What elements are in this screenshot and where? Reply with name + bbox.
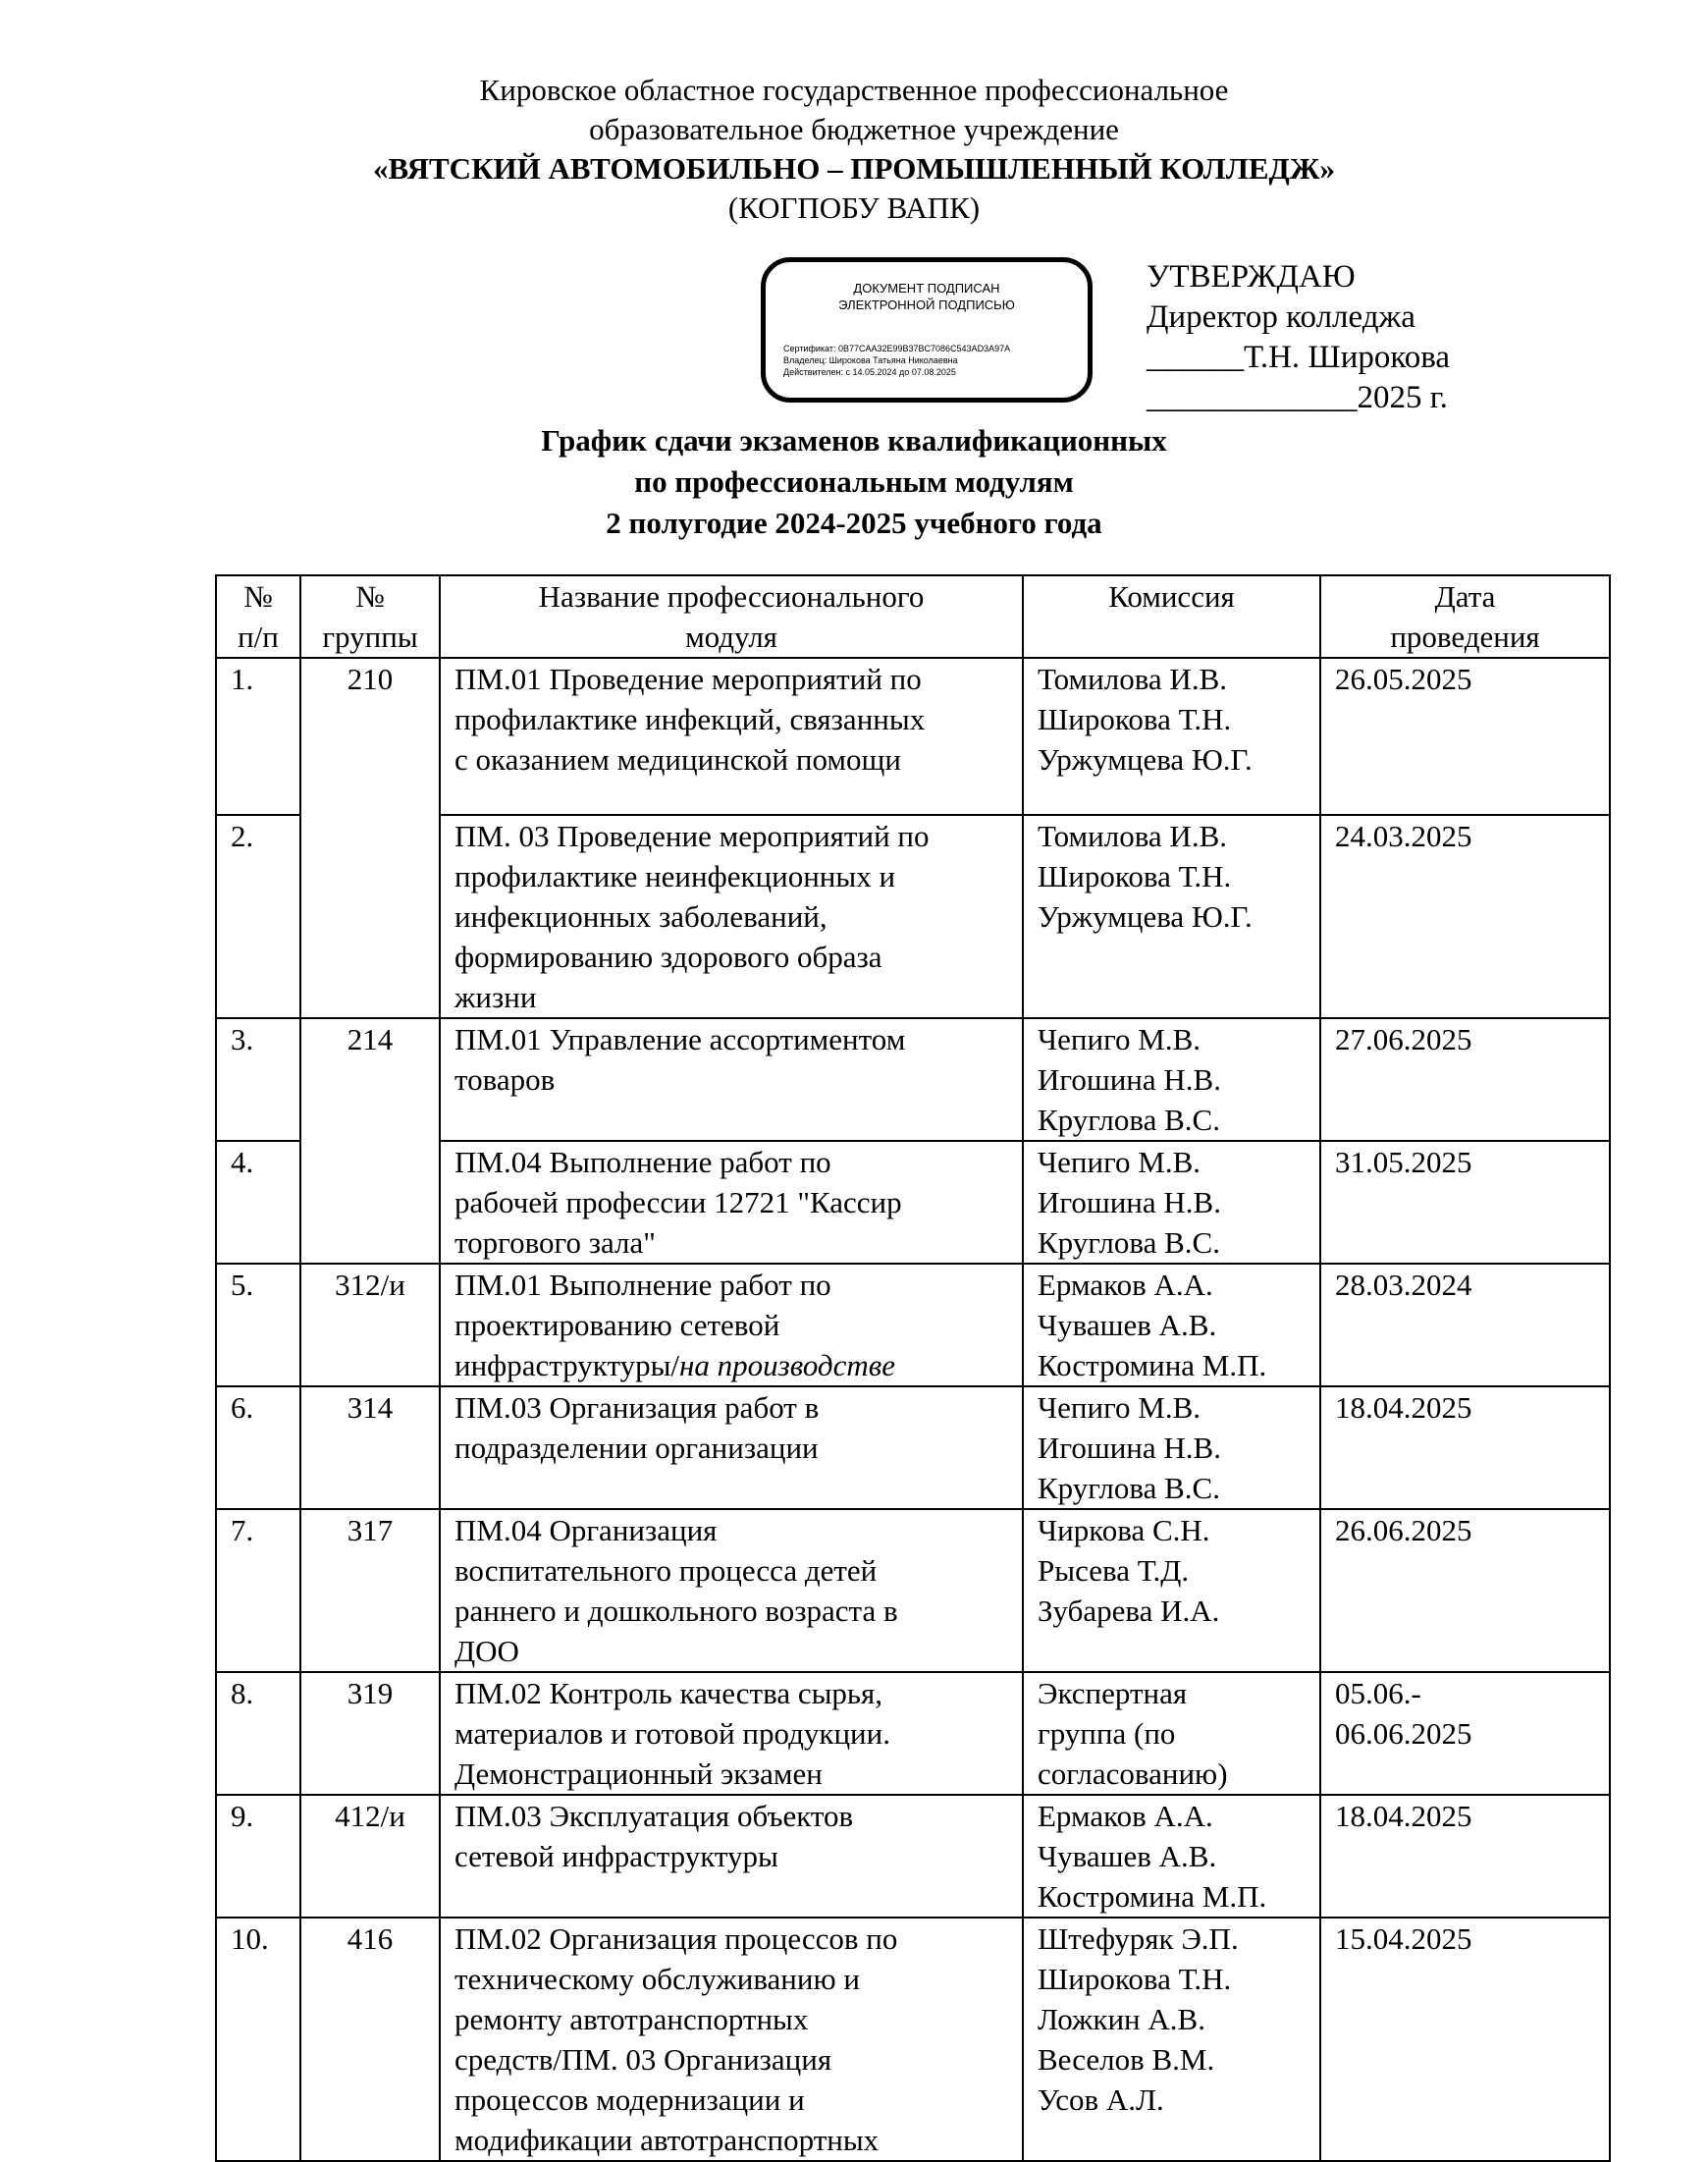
commission-member: Игошина Н.В. — [1038, 1185, 1221, 1219]
stamp-title — [766, 280, 1088, 313]
commission — [1023, 1918, 1320, 2161]
group-number: 317 — [300, 1509, 440, 1672]
row-number: 3. — [216, 1018, 300, 1141]
document-title — [0, 420, 1708, 544]
table-row — [216, 1018, 1610, 1141]
module-line: подразделении организации — [454, 1431, 819, 1465]
module-line: раннего и дошкольного возраста в — [454, 1594, 898, 1628]
module-name — [440, 1795, 1023, 1918]
header-date-line-2: проведения — [1390, 620, 1540, 654]
commission — [1023, 1018, 1320, 1141]
approval-title: УТВЕРЖДАЮ — [1147, 259, 1356, 295]
module-line-text: инфраструктуры/ — [454, 1348, 680, 1382]
commission — [1023, 1264, 1320, 1386]
commission-member: Чепиго М.В. — [1038, 1390, 1201, 1425]
commission — [1023, 658, 1320, 815]
org-name-line-2: образовательное бюджетное учреждение — [589, 112, 1119, 146]
module-line: техническому обслуживанию и — [454, 1962, 860, 1996]
commission-member: Чувашев А.В. — [1038, 1839, 1217, 1873]
module-line-italic-note: на производстве — [679, 1348, 895, 1382]
module-line-last — [454, 1345, 1008, 1385]
commission-member: Штефуряк Э.П. — [1038, 1921, 1239, 1956]
commission-member: Чувашев А.В. — [1038, 1308, 1217, 1342]
commission-member: Чепиго М.В. — [1038, 1022, 1201, 1056]
commission-member: Зубарева И.А. — [1038, 1594, 1220, 1628]
exam-date: 31.05.2025 — [1320, 1141, 1610, 1264]
module-line: профилактике инфекций, связанных — [454, 702, 926, 736]
exam-date-line: 05.06.- — [1335, 1676, 1421, 1710]
header-date-line-1: Дата — [1434, 579, 1496, 614]
row-number: 4. — [216, 1141, 300, 1264]
commission-member: Широкова Т.Н. — [1038, 1962, 1232, 1996]
exam-schedule-table — [215, 574, 1611, 2162]
commission-member: Веселов В.М. — [1038, 2042, 1215, 2077]
commission-member: Игошина Н.В. — [1038, 1062, 1221, 1097]
module-name — [440, 1918, 1023, 2161]
organization-header — [0, 71, 1708, 228]
stamp-owner: Владелец: Широкова Татьяна Николаевна — [783, 355, 958, 365]
exam-date: 27.06.2025 — [1320, 1018, 1610, 1141]
commission-member: группа (по — [1038, 1716, 1176, 1751]
title-line-3: 2 полугодие 2024-2025 учебного года — [606, 506, 1102, 540]
exam-date — [1320, 1672, 1610, 1795]
header-date — [1320, 575, 1610, 658]
electronic-signature-stamp — [761, 257, 1093, 403]
module-name — [440, 1018, 1023, 1141]
exam-date: 26.05.2025 — [1320, 658, 1610, 815]
module-line: ПМ.02 Организация процессов по — [454, 1921, 898, 1956]
table-row — [216, 1264, 1610, 1386]
group-number: 416 — [300, 1918, 440, 2161]
module-line: ПМ.03 Организация работ в — [454, 1390, 820, 1425]
header-group-line-1: № — [355, 579, 385, 614]
module-line: жизни — [454, 980, 537, 1014]
module-line: сетевой инфраструктуры — [454, 1839, 778, 1873]
commission-member: Усов А.Л. — [1038, 2082, 1164, 2117]
title-line-1: График сдачи экзаменов квалификационных — [541, 423, 1167, 458]
module-line: рабочей профессии 12721 "Кассир — [454, 1185, 902, 1219]
module-line: товаров — [454, 1062, 556, 1097]
approval-position: Директор колледжа — [1147, 299, 1415, 335]
exam-date: 15.04.2025 — [1320, 1918, 1610, 2161]
module-line: с оказанием медицинской помощи — [454, 742, 901, 777]
module-line: процессов модернизации и — [454, 2082, 805, 2117]
module-line: ПМ.01 Выполнение работ по — [454, 1268, 831, 1302]
module-line: ПМ.01 Управление ассортиментом — [454, 1022, 906, 1056]
commission — [1023, 1509, 1320, 1672]
commission-member: Экспертная — [1038, 1676, 1188, 1710]
commission-member: Рысева Т.Д. — [1038, 1553, 1190, 1588]
module-name — [440, 815, 1023, 1018]
module-line: проектированию сетевой — [454, 1308, 780, 1342]
commission-member: Костромина М.П. — [1038, 1348, 1267, 1382]
commission-member: Круглова В.С. — [1038, 1103, 1220, 1137]
stamp-title-line-2: ЭЛЕКТРОННОЙ ПОДПИСЬЮ — [838, 297, 1015, 312]
row-number: 10. — [216, 1918, 300, 2161]
commission — [1023, 1386, 1320, 1509]
row-number: 6. — [216, 1386, 300, 1509]
header-module-line-1: Название профессионального — [538, 579, 925, 614]
exam-date-line: 06.06.2025 — [1335, 1716, 1472, 1751]
module-line: ПМ.03 Эксплуатация объектов — [454, 1799, 854, 1833]
module-line: формированию здорового образа — [454, 940, 882, 974]
commission-member: Ермаков А.А. — [1038, 1268, 1213, 1302]
module-name — [440, 1509, 1023, 1672]
header-row-number-line-1: № — [243, 579, 273, 614]
commission-member: Широкова Т.Н. — [1038, 859, 1232, 893]
group-number: 319 — [300, 1672, 440, 1795]
group-number: 312/и — [300, 1264, 440, 1386]
commission — [1023, 1672, 1320, 1795]
module-line: средств/ПМ. 03 Организация — [454, 2042, 832, 2077]
commission-member: Чиркова С.Н. — [1038, 1513, 1210, 1547]
module-line: воспитательного процесса детей — [454, 1553, 878, 1588]
exam-date: 18.04.2025 — [1320, 1795, 1610, 1918]
commission-member: Томилова И.В. — [1038, 662, 1227, 696]
college-name: «ВЯТСКИЙ АВТОМОБИЛЬНО – ПРОМЫШЛЕННЫЙ КОЛЛЕДЖ» — [372, 151, 1336, 186]
commission-member: Томилова И.В. — [1038, 819, 1227, 853]
commission-member: согласованию) — [1038, 1757, 1228, 1791]
module-line: модификации автотранспортных — [454, 2123, 880, 2157]
commission-member: Круглова В.С. — [1038, 1471, 1220, 1505]
table-row — [216, 1672, 1610, 1795]
approval-signature: ______Т.Н. Широкова — [1147, 340, 1451, 375]
row-number: 1. — [216, 658, 300, 815]
module-line: ремонту автотранспортных — [454, 2002, 809, 2036]
module-name — [440, 1264, 1023, 1386]
exam-date: 24.03.2025 — [1320, 815, 1610, 1018]
header-module — [440, 575, 1023, 658]
row-number: 2. — [216, 815, 300, 1018]
table-row — [216, 658, 1610, 815]
module-name — [440, 1141, 1023, 1264]
header-commission: Комиссия — [1023, 575, 1320, 658]
module-line: Демонстрационный экзамен — [454, 1757, 823, 1791]
module-line: материалов и готовой продукции. — [454, 1716, 890, 1751]
row-number: 8. — [216, 1672, 300, 1795]
row-number: 5. — [216, 1264, 300, 1386]
table-row — [216, 1795, 1610, 1918]
commission-member: Широкова Т.Н. — [1038, 702, 1232, 736]
header-module-line-2: модуля — [685, 620, 777, 654]
row-number: 7. — [216, 1509, 300, 1672]
module-line: профилактике неинфекционных и — [454, 859, 896, 893]
module-line: ПМ.04 Выполнение работ по — [454, 1145, 831, 1179]
module-line: инфекционных заболеваний, — [454, 899, 827, 934]
group-number: 214 — [300, 1018, 440, 1264]
module-name — [440, 658, 1023, 815]
table-header-row — [216, 575, 1610, 658]
header-row-number — [216, 575, 300, 658]
approval-block — [1147, 257, 1450, 418]
table-row — [216, 1509, 1610, 1672]
commission — [1023, 1141, 1320, 1264]
exam-date: 26.06.2025 — [1320, 1509, 1610, 1672]
module-name — [440, 1386, 1023, 1509]
commission-member: Уржумцева Ю.Г. — [1038, 899, 1253, 934]
module-line: ПМ.04 Организация — [454, 1513, 718, 1547]
commission — [1023, 1795, 1320, 1918]
stamp-title-line-1: ДОКУМЕНТ ПОДПИСАН — [853, 281, 1000, 296]
module-line: ДОО — [454, 1634, 519, 1668]
commission-member: Костромина М.П. — [1038, 1879, 1267, 1914]
commission-member: Ермаков А.А. — [1038, 1799, 1213, 1833]
approval-date: _____________2025 г. — [1147, 380, 1448, 415]
org-name-line-1: Кировское областное государственное профессиональное — [479, 73, 1229, 107]
row-number: 9. — [216, 1795, 300, 1918]
commission-member: Игошина Н.В. — [1038, 1431, 1221, 1465]
stamp-details — [783, 343, 1010, 378]
module-line: ПМ.01 Проведение мероприятий по — [454, 662, 922, 696]
module-line: ПМ.02 Контроль качества сырья, — [454, 1676, 883, 1710]
table-row — [216, 1386, 1610, 1509]
module-name — [440, 1672, 1023, 1795]
title-line-2: по профессиональным модулям — [634, 464, 1074, 499]
header-group — [300, 575, 440, 658]
commission-member: Чепиго М.В. — [1038, 1145, 1201, 1179]
group-number: 314 — [300, 1386, 440, 1509]
commission — [1023, 815, 1320, 1018]
commission-member: Круглова В.С. — [1038, 1225, 1220, 1260]
module-line: торгового зала" — [454, 1225, 656, 1260]
group-number: 210 — [300, 658, 440, 1018]
table-row — [216, 1918, 1610, 2161]
commission-member: Уржумцева Ю.Г. — [1038, 742, 1253, 777]
stamp-certificate: Сертификат: 0B77CAA32E99B37BC7086C543AD3A97A — [783, 344, 1011, 353]
commission-member: Ложкин А.В. — [1038, 2002, 1205, 2036]
header-row-number-line-2: п/п — [238, 620, 279, 654]
group-number: 412/и — [300, 1795, 440, 1918]
stamp-validity: Действителен: с 14.05.2024 до 07.08.2025 — [783, 367, 956, 377]
college-abbreviation: (КОГПОБУ ВАПК) — [727, 190, 981, 225]
module-line: ПМ. 03 Проведение мероприятий по — [454, 819, 930, 853]
exam-date: 18.04.2025 — [1320, 1386, 1610, 1509]
header-group-line-2: группы — [322, 620, 418, 654]
exam-date: 28.03.2024 — [1320, 1264, 1610, 1386]
